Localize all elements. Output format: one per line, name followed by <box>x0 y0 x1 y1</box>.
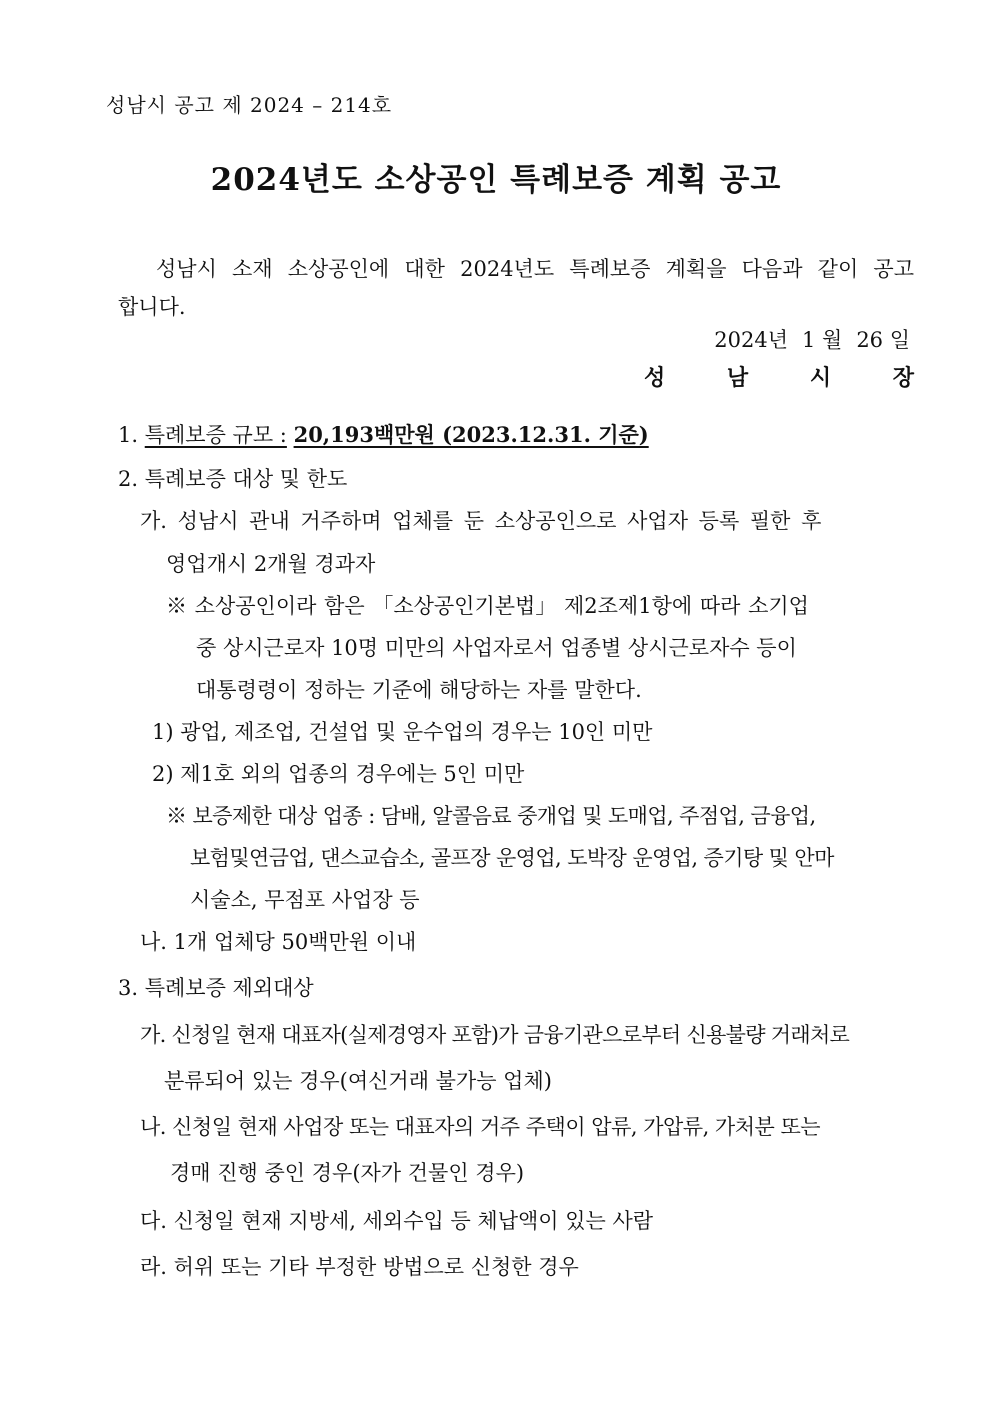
section-2-note-2-line3: 시술소, 무점포 사업장 등 <box>190 888 420 912</box>
section-3-item-na-line1: 나. 신청일 현재 사업장 또는 대표자의 거주 주택이 압류, 가압류, 가처분 또는 <box>140 1115 821 1139</box>
section-2-note-1-line2: 중 상시근로자 10명 미만의 사업자로서 업종별 상시근로자수 등이 <box>196 636 797 660</box>
section-2-note-2-line1: ※ 보증제한 대상 업종 : 담배, 알콜음료 중개업 및 도매업, 주점업, 금융업, <box>166 804 816 828</box>
section-1-value: 20,193백만원 (2023.12.31. 기준) <box>293 422 649 447</box>
section-2-note-1-line1: ※ 소상공인이라 함은 「소상공인기본법」 제2조제1항에 따라 소기업 <box>166 594 809 618</box>
section-1-label: 특례보증 규모 : <box>144 423 287 447</box>
page-title: 2024년도 소상공인 특례보증 계획 공고 <box>210 162 782 198</box>
intro-paragraph: 성남시 소재 소상공인에 대한 2024년도 특례보증 계획을 다음과 같이 공고 합니다. <box>118 257 914 319</box>
section-2-heading: 2. 특례보증 대상 및 한도 <box>118 467 348 491</box>
section-2-note-2-line2: 보험및연금업, 댄스교습소, 골프장 운영업, 도박장 운영업, 증기탕 및 안마 <box>190 846 834 870</box>
section-3-item-da: 다. 신청일 현재 지방세, 세외수입 등 체납액이 있는 사람 <box>140 1209 654 1233</box>
section-2-item-ga-line1: 가. 성남시 관내 거주하며 업체를 둔 소상공인으로 사업자 등록 필한 후 <box>140 509 822 533</box>
date-month: 1 월 <box>801 328 843 352</box>
section-2-item-ga-line2: 영업개시 2개월 경과자 <box>166 552 376 576</box>
section-3-item-ga-line1: 가. 신청일 현재 대표자(실제경영자 포함)가 금융기관으로부터 신용불량 거래처로 <box>140 1023 850 1047</box>
section-3-item-ga-line2: 분류되어 있는 경우(여신거래 불가능 업체) <box>164 1069 552 1093</box>
section-2-sub-1: 1) 광업, 제조업, 건설업 및 운수업의 경우는 10인 미만 <box>152 720 653 744</box>
date-day: 26 일 <box>856 328 910 352</box>
section-3-heading: 3. 특례보증 제외대상 <box>118 976 314 1000</box>
signer: 성 남 시 장 <box>644 365 914 391</box>
notice-date <box>714 325 910 355</box>
section-1-number: 1. <box>118 423 139 447</box>
notice-number: 성남시 공고 제 2024 – 214호 <box>106 93 393 117</box>
section-2-note-1-line3: 대통령령이 정하는 기준에 해당하는 자를 말한다. <box>196 678 642 702</box>
date-year: 2024년 <box>714 328 788 352</box>
section-2-sub-2: 2) 제1호 외의 업종의 경우에는 5인 미만 <box>152 762 525 786</box>
section-3-item-na-line2: 경매 진행 중인 경우(자가 건물인 경우) <box>170 1161 525 1185</box>
section-1 <box>118 420 649 450</box>
section-2-item-na: 나. 1개 업체당 50백만원 이내 <box>140 930 417 954</box>
section-3-item-ra: 라. 허위 또는 기타 부정한 방법으로 신청한 경우 <box>140 1255 579 1279</box>
